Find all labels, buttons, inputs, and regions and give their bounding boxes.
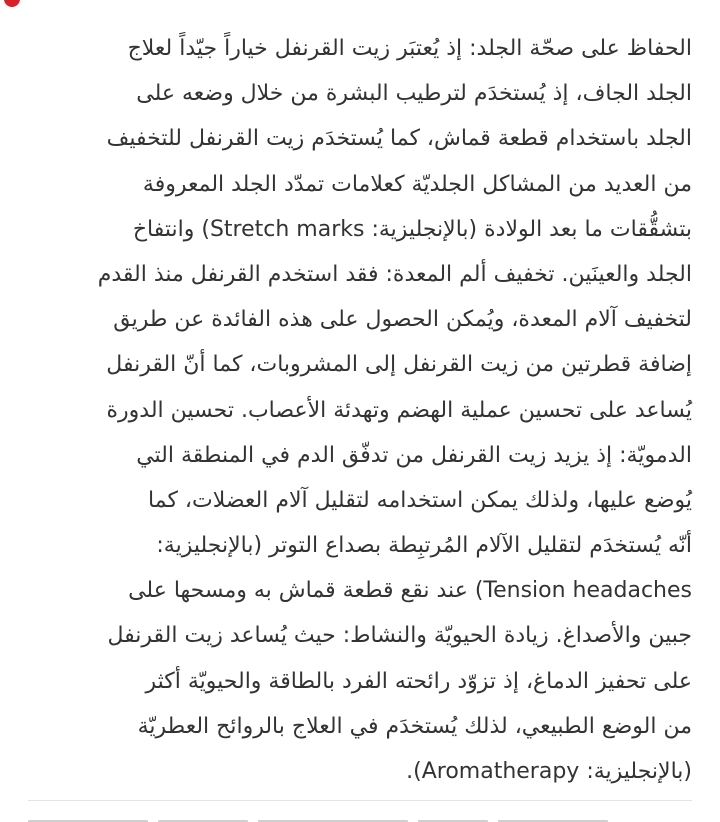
article-line-13: Tension headaches) عند نقع قطعة قماش به ومسحها على xyxy=(128,578,692,604)
article-line-8: إضافة قطرتين من زيت القرنفل إلى المشروبات، كما أنّ القرنفل xyxy=(106,352,692,378)
article-line-15: على تحفيز الدماغ، إذ تزوّد رائحته الفرد بالطاقة والحيويّة أكثر xyxy=(145,668,692,694)
article-line-2: الجلد الجاف، إذ يُستخدَم لترطيب البشرة من خلال وضعه على xyxy=(136,81,692,107)
article-line-5: بتشقُّقات ما بعد الولادة (بالإنجليزية: Stretch marks) وانتفاخ xyxy=(132,216,692,242)
article-line-11: يُوضع عليها، ولذلك يمكن استخدامه لتقليل آلام العضلات، كما xyxy=(148,487,692,513)
article-line-14: جبين والأصداغ. زيادة الحيويّة والنشاط: حيث يُساعد زيت القرنفل xyxy=(107,623,692,649)
next-paragraph-cutoff xyxy=(28,808,692,822)
article-line-3: الجلد باستخدام قطعة قماش، كما يُستخدَم زيت القرنفل للتخفيف xyxy=(106,126,692,152)
article-body xyxy=(28,26,692,794)
article-line-16: من الوضع الطبيعي، لذلك يُستخدَم في العلاج بالروائح العطريّة xyxy=(137,713,692,739)
article-line-17: (بالإنجليزية: Aromatherapy). xyxy=(406,759,692,784)
article-line-6: الجلد والعينَين. تخفيف ألم المعدة: فقد استخدم القرنفل منذ القدم xyxy=(97,261,692,287)
article-line-10: الدمويّة: إذ يزيد زيت القرنفل من تدفّق الدم في المنطقة التي xyxy=(136,442,692,468)
article-line-4: من العديد من المشاكل الجلديّة كعلامات تمدّد الجلد المعروفة xyxy=(142,171,692,197)
article-line-12: أنّه يُستخدَم لتقليل الآلام المُرتبِطة بصداع التوتر (بالإنجليزية: xyxy=(156,533,692,559)
article-line-1: الحفاظ على صحّة الجلد: إذ يُعتبَر زيت القرنفل خياراً جيّداً لعلاج xyxy=(127,36,692,61)
article-line-7: لتخفيف آلام المعدة، ويُمكن الحصول على هذه الفائدة عن طريق xyxy=(113,307,692,333)
notification-dot xyxy=(4,0,20,7)
article-line-9: يُساعد على تحسين عملية الهضم وتهدئة الأعصاب. تحسين الدورة xyxy=(106,397,692,423)
section-divider xyxy=(28,800,692,801)
